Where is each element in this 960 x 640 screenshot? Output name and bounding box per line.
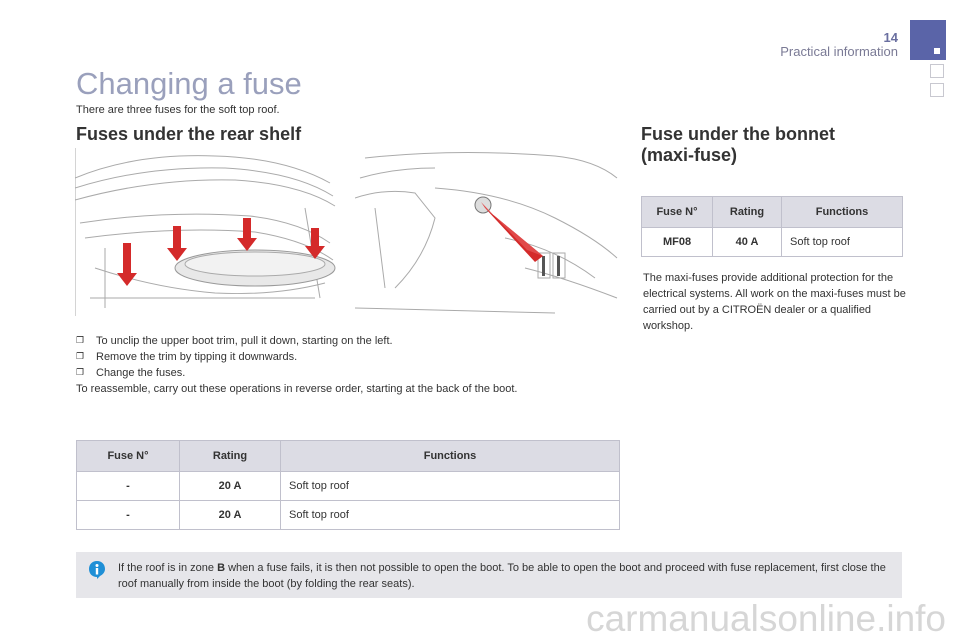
function-cell: Soft top roof [281,472,620,501]
function-cell: Soft top roof [782,228,903,257]
info-icon [87,560,107,580]
table-row [642,228,903,257]
table-row [77,501,620,530]
fuse-number-cell: - [77,501,180,530]
table-header-cell: Rating [713,197,782,228]
zone-label: B [217,562,226,574]
fuse-number-cell: - [77,472,180,501]
note-text-before: If the roof is in zone [118,562,218,574]
list-item: ❐ To unclip the upper boot trim, pull it down, starting on the left. [76,333,521,349]
rear-shelf-illustration [75,148,337,316]
table-header-cell: Rating [180,441,281,472]
steps-list [76,333,521,397]
maxi-fuse-text: The maxi-fuses provide additional protection for the electrical systems. All work on the maxi-fuses must be carried out by a CITROËN dealer or a qualified workshop. [643,272,906,332]
bonnet-heading-line2: (maxi-fuse) [641,145,738,165]
intro-text: There are three fuses for the soft top roof. [76,104,280,116]
page-number: 14 [883,30,898,45]
table-header-cell: Functions [782,197,903,228]
note-text-after: when a fuse fails, it is then not possible to open the boot. To be able to open the boot and proceed with fuse replacement, first close the roof manually from inside the boot (by folding the rear seats). [118,562,886,590]
bonnet-heading [641,124,835,166]
bonnet-illustration [355,148,620,316]
table-header-cell: Fuse N° [642,197,713,228]
watermark: carmanualsonline.info [586,598,946,639]
table-header-row [642,197,903,228]
rating-cell: 20 A [180,501,281,530]
bonnet-fuse-table [641,196,903,257]
rear-shelf-heading: Fuses under the rear shelf [76,124,302,144]
table-row [77,472,620,501]
fuse-number-cell: MF08 [642,228,713,257]
rating-cell: 20 A [180,472,281,501]
reassemble-text: To reassemble, carry out these operations in reverse order, starting at the back of the boot. [76,383,518,395]
list-item: ❐ Remove the trim by tipping it downwards. [76,349,521,365]
section-label: Practical information [780,44,898,59]
rating-cell: 40 A [713,228,782,257]
bonnet-heading-line1: Fuse under the bonnet [641,124,836,144]
list-item: ❐ Change the fuses. [76,365,521,381]
page-tab-active [910,20,946,60]
table-header-row [77,441,620,472]
table-header-cell: Fuse N° [77,441,180,472]
rear-fuse-table [76,440,620,530]
info-note [76,552,902,598]
table-header-cell: Functions [281,441,620,472]
function-cell: Soft top roof [281,501,620,530]
page-title: Changing a fuse [76,66,302,101]
page-tab-box [930,83,944,97]
page-tab-box [930,64,944,78]
note-text [118,560,888,592]
